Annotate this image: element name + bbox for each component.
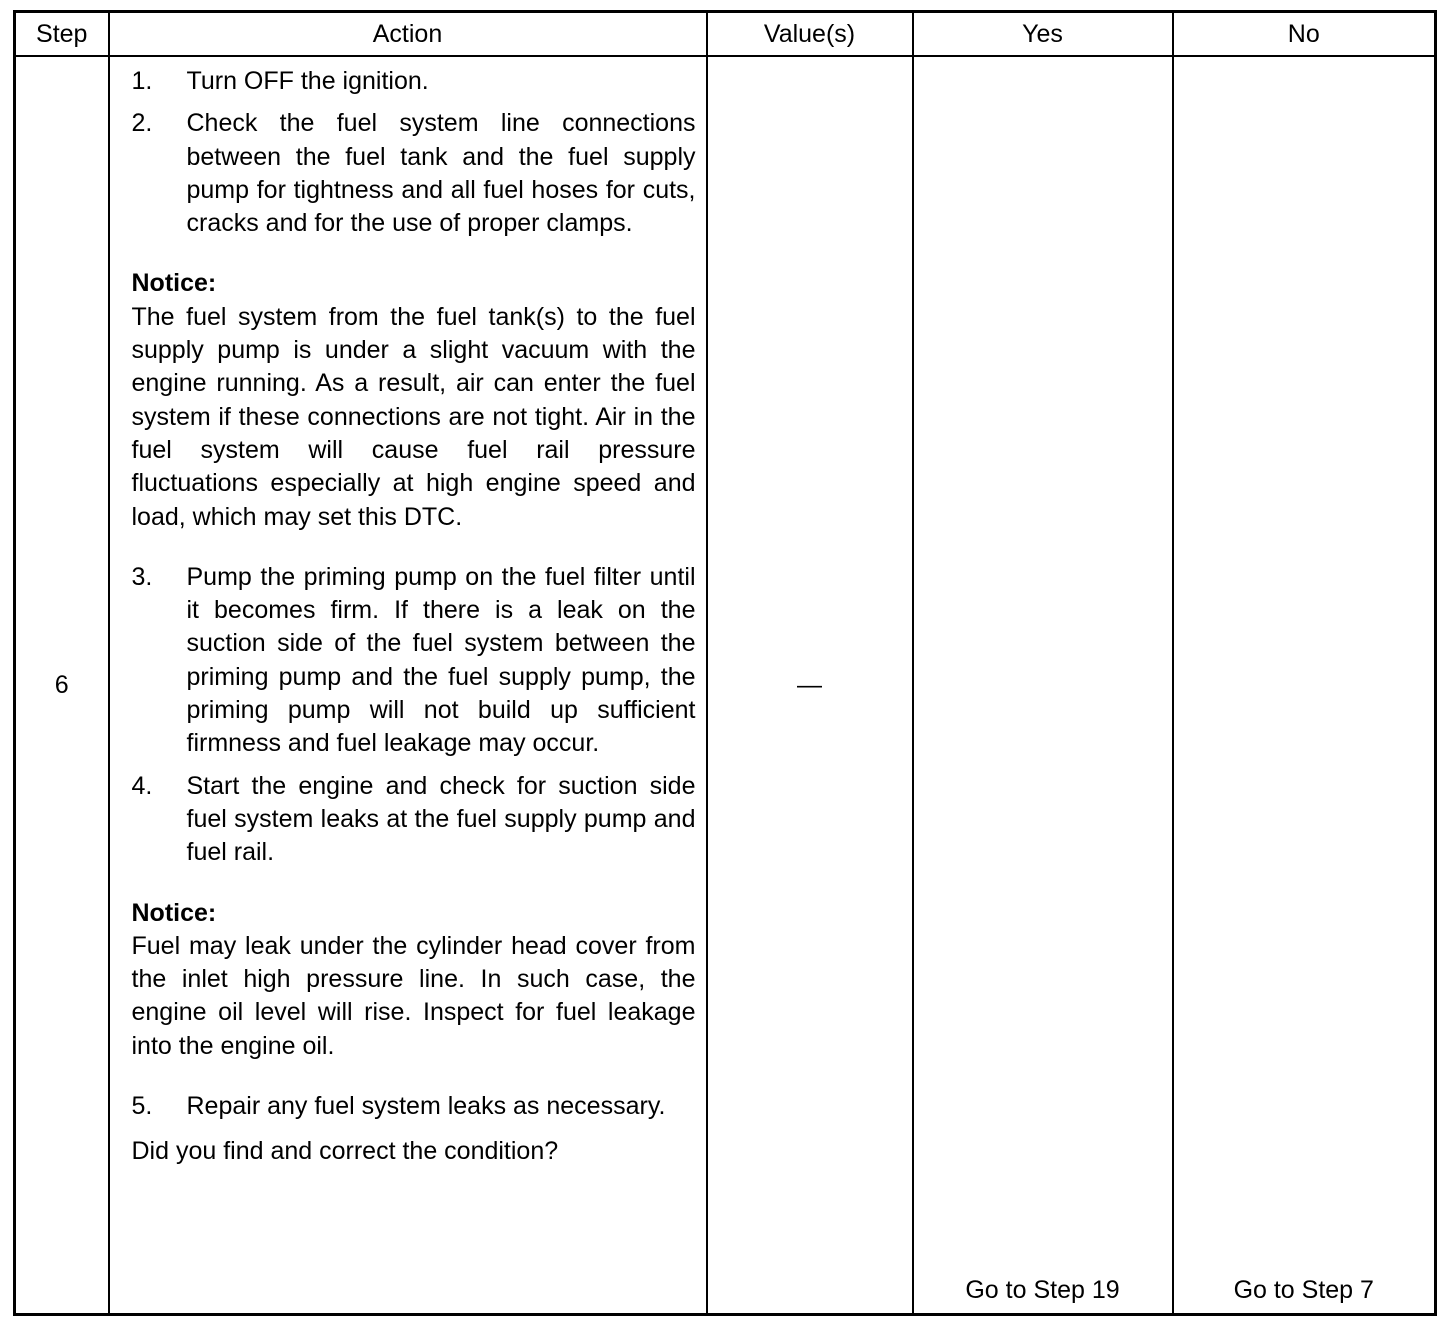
action-item <box>132 65 696 98</box>
notice-heading: Notice: <box>131 269 217 298</box>
action-cell <box>109 56 707 1315</box>
header-step: Step <box>15 12 109 57</box>
step-number: 6 <box>15 56 109 1315</box>
item-number: 4. <box>131 771 153 800</box>
item-text: Pump the priming pump on the fuel filter until it becomes firm. If there is a leak on the suction side of the fuel system between the priming pump and the fuel supply pump, the priming pump will not build up sufficient firmness and fuel leakage may occur. <box>186 562 696 758</box>
table-row <box>15 56 1436 1315</box>
action-item <box>132 561 696 761</box>
item-number: 1. <box>131 67 153 95</box>
yes-result: Go to Step 19 <box>913 56 1173 1315</box>
question-text: Did you find and correct the condition? <box>131 1137 559 1166</box>
item-text: Repair any fuel system leaks as necessary. <box>186 1092 666 1121</box>
notice-heading: Notice: <box>131 898 217 927</box>
header-no: No <box>1173 12 1436 57</box>
item-text: Check the fuel system line connections between the fuel tank and the fuel supply pump for tightness and all fuel hoses for cuts, cracks and for the use of proper clamps. <box>186 109 696 238</box>
header-row <box>15 12 1436 57</box>
no-result: Go to Step 7 <box>1173 56 1436 1315</box>
header-values: Value(s) <box>707 12 913 57</box>
item-number: 3. <box>131 562 153 591</box>
value-cell: — <box>707 56 913 1315</box>
action-item <box>132 1090 696 1123</box>
notice-text: The fuel system from the fuel tank(s) to the fuel supply pump is under a slight vacuum with the engine running. As a result, air can enter the fuel system if these connections are not tight. Air in the fuel system will cause fuel rail pressure fluctuations especially at high engine speed and load, which may set this DTC. <box>131 302 696 531</box>
notice-block <box>132 267 696 533</box>
item-text: Start the engine and check for suction side fuel system leaks at the fuel supply pump and fuel rail. <box>186 771 696 867</box>
notice-block <box>132 897 696 1063</box>
item-number: 2. <box>131 109 153 138</box>
action-item <box>132 107 696 240</box>
notice-text: Fuel may leak under the cylinder head cover from the inlet high pressure line. In such case, the engine oil level will rise. Inspect for fuel leakage into the engine oil. <box>131 931 696 1060</box>
action-item <box>132 770 696 870</box>
item-number: 5. <box>131 1092 153 1121</box>
header-yes: Yes <box>913 12 1173 57</box>
diagnostic-table <box>13 10 1437 1316</box>
header-action: Action <box>109 12 707 57</box>
item-text: Turn OFF the ignition. <box>186 67 429 95</box>
